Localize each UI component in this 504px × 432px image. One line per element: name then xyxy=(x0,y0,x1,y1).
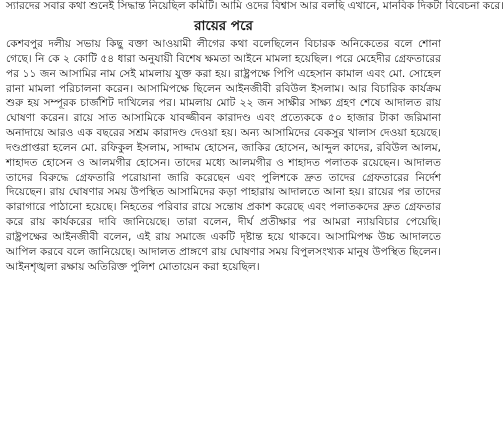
intro-line: স্যারদের সবার কথা শুনেই সিদ্ধান্ত নিয়েছিল কমিটি। আমি ওদের বিশ্বাস আর বলছি এখানে, মানবিক দিকটা বিবেচনা করে। xyxy=(6,0,504,12)
body-paragraph: কেশবপুর দলীয় সভায় কিছু বক্তা আওয়ামী লীগের কথা বলেছিলেন বিচারক অনিকেতের বলে শোনা গেছে। নি কে ২ কোটি ৫৪ ধারা অনুযায়ী বিশেষ ক্ষমতা আইনে মামলা হয়েছিল। পরে মেহেদীর গ্রেফতারের পর ১১ জন আসামির নাম সেই মামলায় যুক্ত করা হয়। রাষ্ট্রপক্ষে পিপি এহেসান কামাল এবং মো. সোহেল রানা মামলা পরিচালনা করেন। আসামিপক্ষে ছিলেন আইনজীবী রবিউল ইসলাম। আর বিচারিক কার্যক্রম শুরু হয় সম্পূরক চার্জশিট দাখিলের পর। মামলায় মোট ২২ জন সাক্ষীর সাক্ষ্য গ্রহণ শেষে আদালত রায় ঘোষণা করেন। রায়ে সাত আসামিকে যাবজ্জীবন কারাদণ্ড এবং প্রত্যেককে ৫০ হাজার টাকা জরিমানা অনাদায়ে আরও এক বছরের সশ্রম কারাদণ্ড দেওয়া হয়। অন্য আসামিদের বেকসুর খালাস দেওয়া হয়েছে। দণ্ডপ্রাপ্তরা হলেন মো. রফিকুল ইসলাম, সাদ্দাম হোসেন, জাকির হোসেন, আব্দুল কাদের, রবিউল আলম, শাহাদত হোসেন ও আলমগীর হোসেন। তাদের মধ্যে আলমগীর ও শাহাদত পলাতক রয়েছেন। আদালত তাদের বিরুদ্ধে গ্রেফতারি পরোয়ানা জারি করেছেন এবং পুলিশকে দ্রুত তাদের গ্রেফতারের নির্দেশ দিয়েছেন। রায় ঘোষণার সময় উপস্থিত আসামিদের কড়া পাহারায় আদালতে আনা হয়। রায়ের পর তাদের কারাগারে পাঠানো হয়েছে। নিহতের পরিবার রায়ে সন্তোষ প্রকাশ করেছে এবং পলাতকদের দ্রুত গ্রেফতার করে রায় কার্যকরের দাবি জানিয়েছে। তারা বলেন, দীর্ঘ প্রতীক্ষার পর আমরা ন্যায়বিচার পেয়েছি। রাষ্ট্রপক্ষের আইনজীবী বলেন, এই রায় সমাজে একটি দৃষ্টান্ত হয়ে থাকবে। আসামিপক্ষ উচ্চ আদালতে আপিল করবে বলে জানিয়েছে। আদালত প্রাঙ্গণে রায় ঘোষণার সময় বিপুলসংখ্যক মানুষ উপস্থিত ছিলেন। আইনশৃঙ্খলা রক্ষায় অতিরিক্ত পুলিশ মোতায়েন করা হয়েছিল। xyxy=(6,38,441,273)
article-body xyxy=(6,37,441,275)
section-heading: রায়ের পরে xyxy=(194,18,253,34)
